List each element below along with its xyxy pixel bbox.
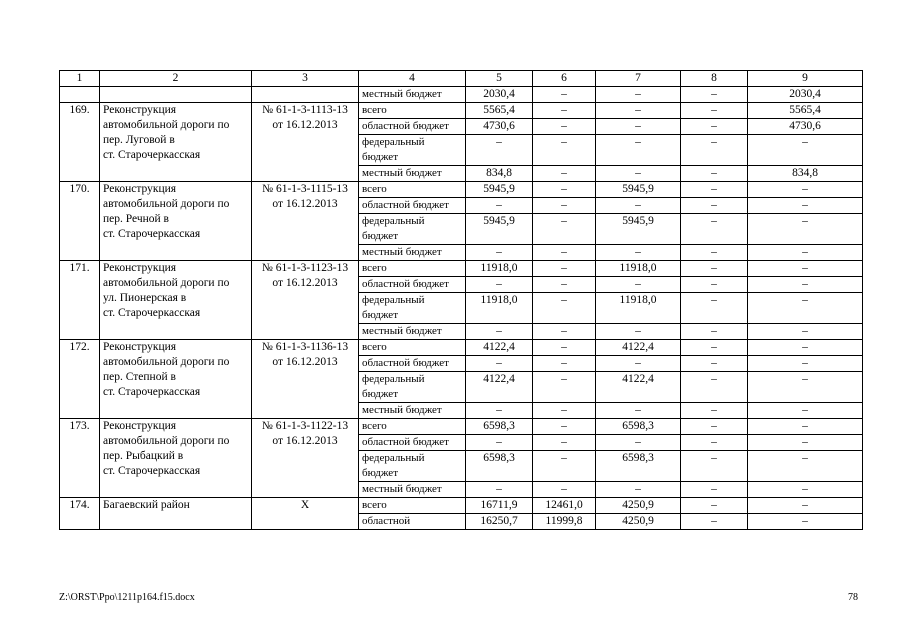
value-cell: –	[533, 482, 596, 498]
budget-cell: областной бюджет	[359, 356, 466, 372]
table-row	[60, 182, 863, 198]
value-cell: –	[748, 372, 863, 403]
table-row	[60, 261, 863, 277]
value-cell: 6598,3	[466, 419, 533, 435]
value-cell: –	[681, 451, 748, 482]
value-cell: –	[466, 245, 533, 261]
value-cell: –	[681, 324, 748, 340]
value-cell: –	[681, 403, 748, 419]
item-number-cell: 170.	[60, 182, 100, 261]
value-cell: –	[533, 451, 596, 482]
value-cell: –	[748, 182, 863, 198]
budget-cell: местный бюджет	[359, 482, 466, 498]
budget-cell: всего	[359, 182, 466, 198]
value-cell: 4250,9	[596, 498, 681, 514]
table-row	[60, 340, 863, 356]
value-cell: 4250,9	[596, 514, 681, 530]
item-name-line: Реконструкция	[103, 420, 177, 432]
value-cell: –	[596, 166, 681, 182]
item-number-cell: 173.	[60, 419, 100, 498]
value-cell: –	[748, 293, 863, 324]
value-cell: –	[533, 245, 596, 261]
value-cell: –	[681, 293, 748, 324]
header-cell: 3	[252, 71, 359, 87]
value-cell: –	[533, 214, 596, 245]
value-cell: –	[748, 198, 863, 214]
budget-cell: местный бюджет	[359, 245, 466, 261]
item-name-line: пер. Речной в	[103, 213, 169, 225]
value-cell: –	[681, 356, 748, 372]
header-cell: 5	[466, 71, 533, 87]
document-line: от 16.12.2013	[272, 435, 338, 447]
value-cell: –	[681, 435, 748, 451]
value-cell: –	[681, 498, 748, 514]
item-name-line: ст. Старочеркасская	[103, 149, 201, 161]
value-cell: –	[681, 198, 748, 214]
value-cell: –	[596, 435, 681, 451]
value-cell: –	[748, 514, 863, 530]
item-name-line: автомобильной дороги по	[103, 119, 230, 131]
value-cell: –	[533, 87, 596, 103]
value-cell: 12461,0	[533, 498, 596, 514]
value-cell: –	[533, 277, 596, 293]
budget-cell: областной бюджет	[359, 119, 466, 135]
item-name-line: автомобильной дороги по	[103, 198, 230, 210]
value-cell: –	[681, 372, 748, 403]
document-cell	[252, 103, 359, 182]
value-cell: –	[596, 324, 681, 340]
header-row	[60, 71, 863, 87]
item-number-cell: 169.	[60, 103, 100, 182]
value-cell: –	[596, 119, 681, 135]
value-cell: 16250,7	[466, 514, 533, 530]
item-name-line: пер. Рыбацкий в	[103, 450, 184, 462]
item-name-cell	[100, 340, 252, 419]
value-cell: –	[596, 245, 681, 261]
budget-cell: федеральный бюджет	[359, 451, 466, 482]
value-cell: 4122,4	[596, 340, 681, 356]
value-cell: –	[596, 87, 681, 103]
budget-cell: всего	[359, 419, 466, 435]
value-cell: –	[533, 324, 596, 340]
value-cell: –	[533, 372, 596, 403]
value-cell: –	[596, 198, 681, 214]
header-cell: 6	[533, 71, 596, 87]
item-name-line: пер. Степной в	[103, 371, 176, 383]
item-name-line: Реконструкция	[103, 341, 177, 353]
document-cell	[252, 340, 359, 419]
value-cell: –	[748, 277, 863, 293]
document-cell	[252, 419, 359, 498]
budget-table	[59, 70, 863, 530]
item-name-cell	[100, 261, 252, 340]
item-number-cell: 172.	[60, 340, 100, 419]
value-cell: –	[466, 356, 533, 372]
value-cell: –	[681, 119, 748, 135]
value-cell: –	[681, 166, 748, 182]
value-cell: –	[466, 324, 533, 340]
value-cell: –	[681, 182, 748, 198]
budget-cell: областной бюджет	[359, 435, 466, 451]
budget-cell: федеральный бюджет	[359, 135, 466, 166]
value-cell: 11918,0	[466, 293, 533, 324]
value-cell: 4122,4	[596, 372, 681, 403]
value-cell: –	[596, 277, 681, 293]
value-cell: –	[748, 403, 863, 419]
value-cell: –	[533, 198, 596, 214]
document-cell: X	[252, 498, 359, 530]
value-cell: 11918,0	[466, 261, 533, 277]
document-line: от 16.12.2013	[272, 356, 338, 368]
item-name-line: пер. Луговой в	[103, 134, 175, 146]
document-line: № 61-1-3-1115-13	[262, 183, 348, 195]
value-cell: 11918,0	[596, 293, 681, 324]
value-cell: 5565,4	[748, 103, 863, 119]
budget-cell: всего	[359, 340, 466, 356]
value-cell: –	[681, 261, 748, 277]
header-cell: 4	[359, 71, 466, 87]
empty-cell	[252, 87, 359, 103]
budget-cell: областной бюджет	[359, 198, 466, 214]
value-cell: –	[748, 498, 863, 514]
value-cell: –	[748, 135, 863, 166]
value-cell: –	[533, 293, 596, 324]
value-cell: –	[533, 119, 596, 135]
value-cell: –	[748, 419, 863, 435]
document-cell	[252, 261, 359, 340]
value-cell: –	[533, 419, 596, 435]
value-cell: 6598,3	[596, 419, 681, 435]
value-cell: –	[466, 482, 533, 498]
value-cell: 6598,3	[596, 451, 681, 482]
item-name-cell	[100, 182, 252, 261]
value-cell: –	[533, 135, 596, 166]
table-row	[60, 498, 863, 514]
value-cell: 11999,8	[533, 514, 596, 530]
value-cell: –	[681, 245, 748, 261]
item-name-cell: Багаевский район	[100, 498, 252, 530]
value-cell: 4122,4	[466, 340, 533, 356]
value-cell: 16711,9	[466, 498, 533, 514]
value-cell: –	[596, 403, 681, 419]
document-cell	[252, 182, 359, 261]
value-cell: –	[681, 514, 748, 530]
value-cell: –	[748, 214, 863, 245]
value-cell: –	[596, 356, 681, 372]
item-name-cell	[100, 419, 252, 498]
item-name-line: автомобильной дороги по	[103, 435, 230, 447]
budget-cell: федеральный бюджет	[359, 372, 466, 403]
value-cell: –	[533, 435, 596, 451]
value-cell: 5945,9	[596, 182, 681, 198]
item-name-line: ст. Старочеркасская	[103, 307, 201, 319]
value-cell: –	[533, 403, 596, 419]
value-cell: 834,8	[466, 166, 533, 182]
value-cell: 5565,4	[466, 103, 533, 119]
budget-cell: местный бюджет	[359, 403, 466, 419]
item-name-line: ст. Старочеркасская	[103, 386, 201, 398]
value-cell: –	[748, 435, 863, 451]
value-cell: 4122,4	[466, 372, 533, 403]
budget-cell: областной бюджет	[359, 277, 466, 293]
item-name-line: автомобильной дороги по	[103, 356, 230, 368]
value-cell: –	[596, 103, 681, 119]
value-cell: 11918,0	[596, 261, 681, 277]
document-line: № 61-1-3-1136-13	[261, 341, 349, 353]
budget-cell: областной	[359, 514, 466, 530]
value-cell: 4730,6	[466, 119, 533, 135]
document-line: от 16.12.2013	[272, 119, 338, 131]
budget-cell: местный бюджет	[359, 324, 466, 340]
value-cell: 2030,4	[748, 87, 863, 103]
value-cell: 4730,6	[748, 119, 863, 135]
item-name-line: Реконструкция	[103, 104, 177, 116]
value-cell: –	[466, 435, 533, 451]
header-cell: 8	[681, 71, 748, 87]
value-cell: –	[748, 245, 863, 261]
table-row	[60, 87, 863, 103]
header-cell: 1	[60, 71, 100, 87]
value-cell: –	[681, 340, 748, 356]
value-cell: 834,8	[748, 166, 863, 182]
item-number-cell: 174.	[60, 498, 100, 530]
budget-cell: всего	[359, 261, 466, 277]
value-cell: 2030,4	[466, 87, 533, 103]
value-cell: –	[533, 340, 596, 356]
item-name-line: ст. Старочеркасская	[103, 465, 201, 477]
empty-cell	[60, 87, 100, 103]
budget-cell: всего	[359, 103, 466, 119]
item-name-line: автомобильной дороги по	[103, 277, 230, 289]
item-name-line: ст. Старочеркасская	[103, 228, 201, 240]
value-cell: –	[596, 482, 681, 498]
value-cell: –	[533, 356, 596, 372]
document-line: № 61-1-3-1122-13	[261, 420, 349, 432]
value-cell: –	[466, 198, 533, 214]
value-cell: –	[533, 182, 596, 198]
value-cell: 5945,9	[466, 182, 533, 198]
budget-cell: местный бюджет	[359, 87, 466, 103]
value-cell: –	[466, 277, 533, 293]
item-name-line: Реконструкция	[103, 183, 177, 195]
page-number: 78	[848, 592, 858, 603]
value-cell: –	[681, 277, 748, 293]
document-line: № 61-1-3-1113-13	[262, 104, 348, 116]
value-cell: –	[748, 261, 863, 277]
table-body	[60, 71, 863, 530]
value-cell: –	[748, 324, 863, 340]
budget-cell: федеральный бюджет	[359, 214, 466, 245]
table-row	[60, 103, 863, 119]
header-cell: 9	[748, 71, 863, 87]
item-name-line: ул. Пионерская в	[103, 292, 187, 304]
item-name-cell	[100, 103, 252, 182]
budget-cell: федеральный бюджет	[359, 293, 466, 324]
value-cell: –	[466, 403, 533, 419]
empty-cell	[100, 87, 252, 103]
value-cell: –	[533, 166, 596, 182]
document-line: от 16.12.2013	[272, 277, 338, 289]
header-cell: 2	[100, 71, 252, 87]
value-cell: –	[748, 482, 863, 498]
value-cell: –	[533, 261, 596, 277]
value-cell: –	[748, 356, 863, 372]
item-number-cell: 171.	[60, 261, 100, 340]
value-cell: –	[681, 87, 748, 103]
table-row	[60, 419, 863, 435]
budget-cell: всего	[359, 498, 466, 514]
value-cell: –	[681, 419, 748, 435]
value-cell: –	[748, 340, 863, 356]
value-cell: 5945,9	[466, 214, 533, 245]
budget-cell: местный бюджет	[359, 166, 466, 182]
value-cell: –	[748, 451, 863, 482]
document-line: № 61-1-3-1123-13	[261, 262, 349, 274]
value-cell: 6598,3	[466, 451, 533, 482]
value-cell: –	[466, 135, 533, 166]
value-cell: –	[681, 482, 748, 498]
header-cell: 7	[596, 71, 681, 87]
value-cell: 5945,9	[596, 214, 681, 245]
value-cell: –	[681, 214, 748, 245]
value-cell: –	[533, 103, 596, 119]
document-line: от 16.12.2013	[272, 198, 338, 210]
value-cell: –	[681, 103, 748, 119]
value-cell: –	[681, 135, 748, 166]
footer-file-path: Z:\ORST\Ppo\1211p164.f15.docx	[59, 592, 195, 603]
item-name-line: Реконструкция	[103, 262, 177, 274]
value-cell: –	[596, 135, 681, 166]
